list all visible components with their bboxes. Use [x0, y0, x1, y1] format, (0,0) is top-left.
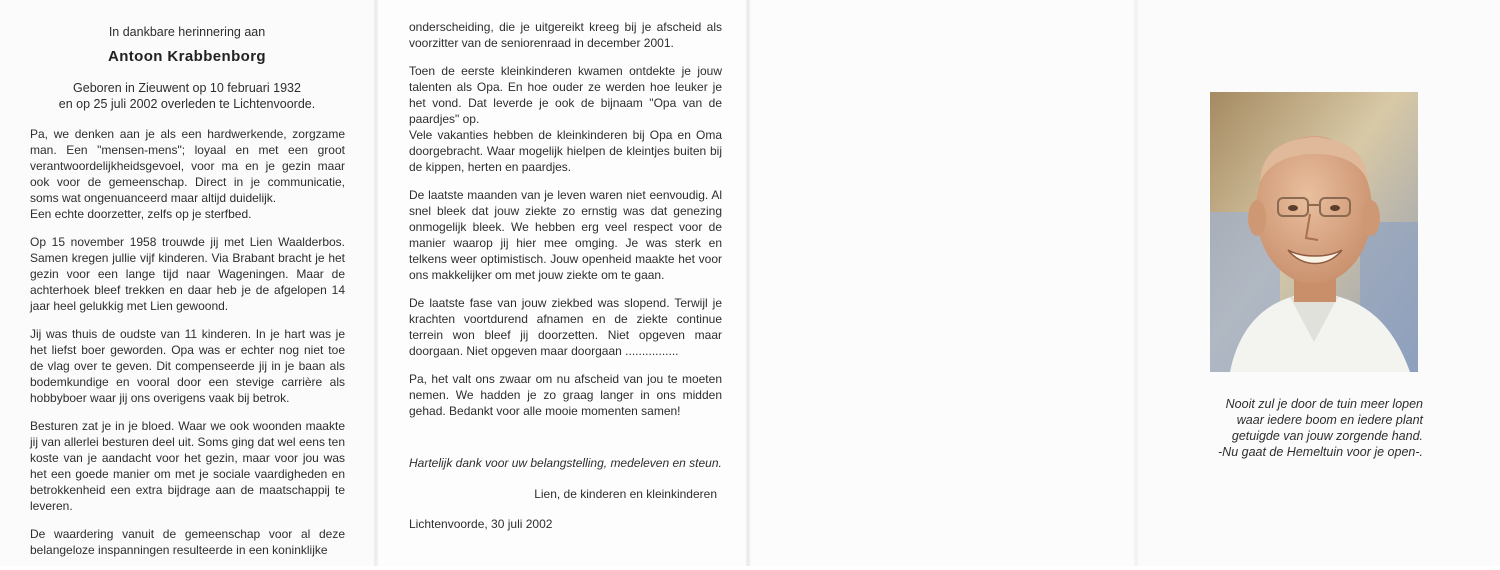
death-line: en op 25 juli 2002 overleden te Lichtenvoorde. — [58, 97, 316, 111]
fold-line — [1133, 0, 1139, 566]
memorial-lead: In dankbare herinnering aan — [108, 25, 266, 39]
poem-line: Nooit zul je door de tuin meer lopen — [1225, 397, 1423, 411]
fold-line — [373, 0, 379, 566]
paragraph: De laatste fase van jouw ziekbed was slopend. Terwijl je krachten voortdurend afnamen en de ziekte continue terrein won bleef jij doorzetten. Niet opgeven maar doorgaan. Niet opgeven maar doorgaan ................ — [409, 296, 722, 358]
biography-column-1 — [30, 126, 345, 570]
portrait-illustration — [1210, 92, 1418, 372]
birth-death-info — [28, 80, 346, 112]
paragraph: Pa, het valt ons zwaar om nu afscheid van jou te moeten nemen. We hadden je zo graag langer in ons midden gehad. Bedankt voor alle mooie momenten samen! — [409, 372, 722, 418]
signature: Lien, de kinderen en kleinkinderen — [534, 487, 717, 501]
paragraph: Pa, we denken aan je als een hardwerkende, zorgzame man. Een "mensen-mens"; loyaal en met een groot verantwoordelijkheidsgevoel, voor ma en je gezin maar ook voor de gemeenschap. Direct in je communicatie, soms wat ongenuanceerd maar altijd duidelijk. Een echte doorzetter, zelfs op je sterfbed. — [30, 127, 345, 221]
portrait-photo — [1210, 92, 1418, 372]
paragraph: De waardering vanuit de gemeenschap voor al deze belangeloze inspanningen resulteerde in een koninklijke — [30, 527, 345, 557]
poem-line: getuigde van jouw zorgende hand. — [1231, 429, 1423, 443]
fold-line — [745, 0, 751, 566]
deceased-name: Antoon Krabbenborg — [107, 48, 266, 65]
paragraph: Jij was thuis de oudste van 11 kinderen. In je hart was je het liefst boer geworden. Opa was er echter nog niet toe de vlag over te geven. Dit compenseerde jij in je baan als bodemkundige en vooral door een stevige carrière als hobbyboer waar jij ons overigens vaak bij betrok. — [30, 327, 345, 405]
paragraph: onderscheiding, die je uitgereikt kreeg bij je afscheid als voorzitter van de seniorenraad in december 2001. — [409, 20, 722, 50]
paragraph: De laatste maanden van je leven waren niet eenvoudig. Al snel bleek dat jouw ziekte zo ernstig was dat genezing onmogelijk bleek. We hebben erg veel respect voor de manier waarop jij hier mee omging. Je was sterk en telkens weer optimistisch. Jouw openheid maakte het voor ons makkelijker om met jouw ziekte om te gaan. — [409, 188, 722, 282]
poem-line: waar iedere boom en iedere plant — [1236, 413, 1423, 427]
poem-line: -Nu gaat de Hemeltuin voor je open-. — [1218, 445, 1423, 459]
paragraph: Besturen zat je in je bloed. Waar we ook woonden maakte jij van allerlei besturen deel uit. Soms ging dat wel eens ten koste van je aandacht voor het gezin, maar voor jou was het een goede manier om met je sociale vaardigheden en betrokkenheid een extra bijdrage aan de maatschappij te leveren. — [30, 419, 345, 513]
paragraph: Op 15 november 1958 trouwde jij met Lien Waalderbos. Samen kregen jullie vijf kinderen. Via Brabant bracht je het gezin voor een lange tijd naar Wageningen. Maar de achterhoek bleef trekken en daar heb je de afgelopen 14 jaar heel gelukkig met Lien gewoond. — [30, 235, 345, 313]
poem — [1208, 396, 1423, 460]
blank-panel — [748, 0, 1136, 566]
thanks-line: Hartelijk dank voor uw belangstelling, medeleven en steun. — [409, 456, 722, 470]
paragraph: Toen de eerste kleinkinderen kwamen ontdekte je jouw talenten als Opa. En hoe ouder ze werden hoe leuker je het vond. Dat leverde je ook de bijnaam "Opa van de paardjes" op. Vele vakanties hebben de kleinkinderen bij Opa en Oma doorgebracht. Waar mogelijk hielpen de kleintjes buiten bij de kippen, herten en paardjes. — [409, 64, 722, 174]
place-date: Lichtenvoorde, 30 juli 2002 — [409, 517, 553, 531]
biography-column-2 — [409, 19, 722, 431]
birth-line: Geboren in Zieuwent op 10 februari 1932 — [73, 81, 301, 95]
